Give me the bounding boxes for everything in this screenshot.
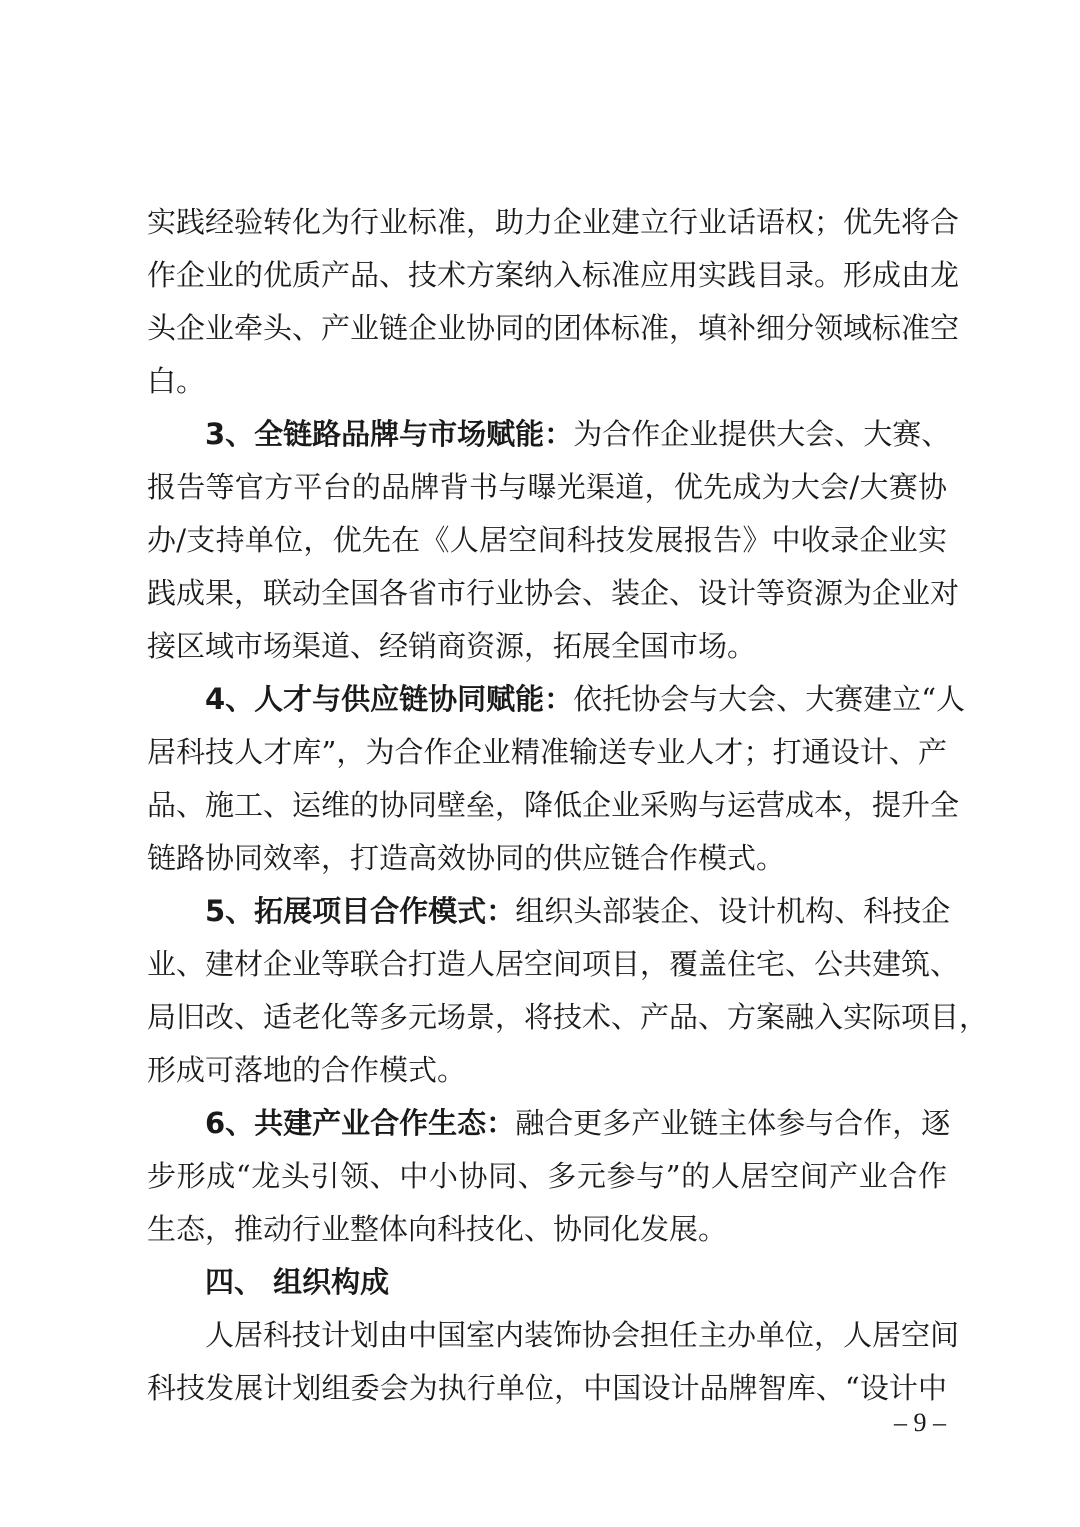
paragraph-line: 生态，推动行业整体向科技化、协同化发展。 (147, 1212, 728, 1246)
body-text (147, 196, 989, 1415)
paragraph-line: 形成可落地的合作模式。 (147, 1053, 467, 1087)
paragraph-line: 头企业牵头、产业链企业协同的团体标准，填补细分领域标准空 (147, 311, 960, 345)
list-item-heading: 3、全链路品牌与市场赋能： (205, 417, 574, 451)
list-item-heading: 4、人才与供应链协同赋能： (205, 682, 574, 716)
paragraph-line: 报告等官方平台的品牌背书与曝光渠道，优先成为大会/大赛协 (147, 470, 947, 504)
list-item-first-line (147, 673, 966, 726)
list-item-first-line (147, 885, 951, 938)
list-item-heading: 5、拓展项目合作模式： (205, 894, 516, 928)
list-item-text: 组织头部装企、设计机构、科技企 (515, 894, 951, 928)
section-heading: 四、 组织构成 (205, 1265, 390, 1299)
list-item-text: 依托协会与大会、大赛建立“人 (573, 682, 966, 716)
page-number: – 9 – (894, 1408, 946, 1437)
paragraph-line: 接区域市场渠道、经销商资源，拓展全国市场。 (147, 629, 757, 663)
paragraph-line: 人居科技计划由中国室内装饰协会担任主办单位，人居空间 (205, 1318, 960, 1352)
list-item-text: 融合更多产业链主体参与合作，逐 (515, 1106, 951, 1140)
paragraph-line: 白。 (147, 364, 206, 398)
paragraph-line: 步形成“龙头引领、中小协同、多元参与”的人居空间产业合作 (147, 1159, 947, 1193)
list-item-first-line (147, 408, 951, 461)
paragraph-line: 科技发展计划组委会为执行单位，中国设计品牌智库、“设计中 (147, 1371, 947, 1405)
paragraph-line: 作企业的优质产品、技术方案纳入标准应用实践目录。形成由龙 (147, 258, 960, 292)
paragraph-line: 品、施工、运维的协同壁垒，降低企业采购与运营成本，提升全 (147, 788, 960, 822)
list-item-text: 为合作企业提供大会、大赛、 (573, 417, 951, 451)
list-item-first-line (147, 1097, 951, 1150)
paragraph-line: 居科技人才库”，为合作企业精准输送专业人才；打通设计、产 (147, 735, 947, 769)
paragraph-line: 链路协同效率，打造高效协同的供应链合作模式。 (147, 841, 786, 875)
paragraph-line: 局旧改、适老化等多元场景，将技术、产品、方案融入实际项目， (147, 1000, 989, 1034)
paragraph-line: 办/支持单位，优先在《人居空间科技发展报告》中收录企业实 (147, 523, 947, 557)
paragraph-line: 业、建材企业等联合打造人居空间项目，覆盖住宅、公共建筑、 (147, 947, 960, 981)
list-item-heading: 6、共建产业合作生态： (205, 1106, 516, 1140)
paragraph-line: 实践经验转化为行业标准，助力企业建立行业话语权；优先将合 (147, 205, 960, 239)
paragraph-line: 践成果，联动全国各省市行业协会、装企、设计等资源为企业对 (147, 576, 960, 610)
